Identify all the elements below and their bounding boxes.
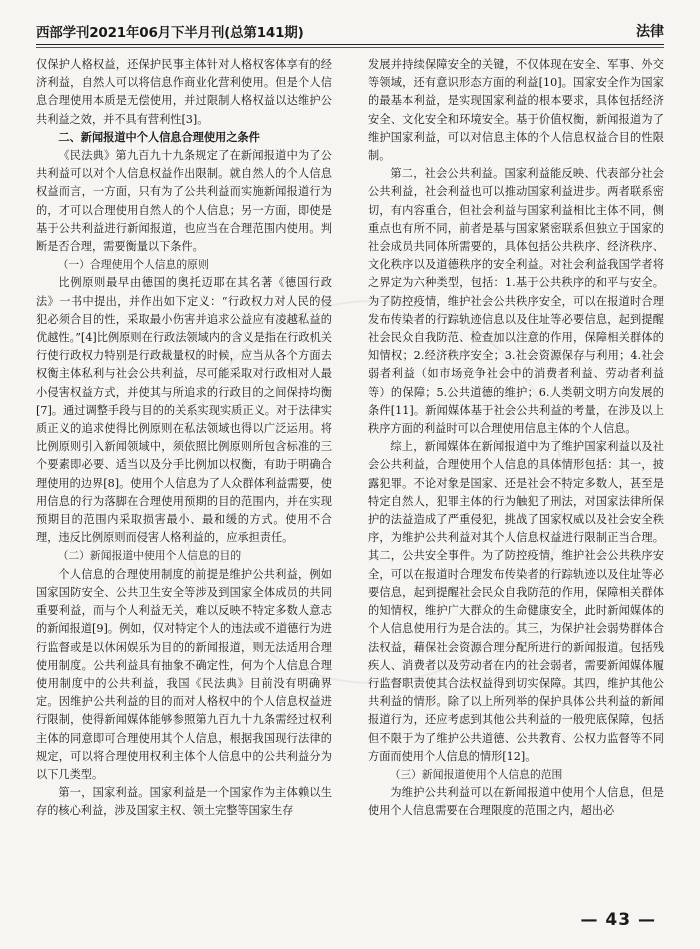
section-heading: 二、新闻报道中个人信息合理使用之条件 bbox=[58, 130, 260, 144]
right-column bbox=[368, 56, 664, 904]
paragraph: 为维护公共利益可以在新闻报道中使用个人信息，但是使用个人信息需要在合理限度的范围之内，超出必 bbox=[368, 786, 664, 818]
paragraph: 个人信息的合理使用制度的前提是维护公共利益，例如国家国防安全、公共卫生安全等涉及到国家全体成员的共同重要利益，而与个人利益无关，难以反映不特定多数人意志的新闻报道[9]。例如，仅对特定个人的违法或不道德行为进行监督或是以休闲娱乐为目的的新闻报道，则无法适用合理使用制度。公共利益具有抽象不确定性，何为个人信息合理使用制度中的公共利益，我国《民法典》目前没有明确界定。因维护公共利益的目的而对人格权中的个人信息权益进行限制，使得新闻媒体能够参照第九百九十九条需经过权利主体的同意即可合理使用其个人信息，根据我国现行法律的规定，可以将合理使用权利主体个人信息中的公共利益分为以下几类型。 bbox=[36, 567, 332, 781]
subsection-heading: （三）新闻报道使用个人信息的范围 bbox=[389, 767, 563, 781]
paragraph: 仅保护人格权益，还保护民事主体针对人格权客体享有的经济利益，自然人可以将信息作商业化营利使用。但是个人信息合理使用本质是无偿使用，并过限制人格权益以达维护公共利益之效，并不具有营利性[3]。 bbox=[36, 58, 332, 126]
paragraph: 综上，新闻媒体在新闻报道中为了维护国家利益以及社会公共利益，合理使用个人信息的具体情形包括：其一，披露犯罪。不论对象是国家、还是社会不特定多数人，甚至是特定自然人，犯罪主体的行为触犯了刑法，对国家法律所保护的法益造成了严重侵犯，挑战了国家权威以及社会安全秩序，为维护公共利益对其个人信息权益进行限制正当合理。其二，公共安全事件。为了防控疫情，维护社会公共秩序安全，可以在报道时合理发布传染者的行踪轨迹以及住址等必要信息，起到提醒社会民众自我防范的作用，保障相关群体的知情权，维护广大群众的生命健康安全，此时新闻媒体的个人信息使用行为是合法的。其三，为保护社会弱势群体合法权益，藉保社会资源合理分配所进行的新闻报道。包括残疾人、消费者以及劳动者在内的社会弱者，需要新闻媒体履行监督职责使其合法权益得到切实保障。其四，维护其他公共利益的情形。除了以上所列举的保护具体公共利益的新闻报道行为，还应考虑到其他公共利益的一般兜底保障，包括但不限于为了维护公共道德、公共教育、公权力监督等不同方面而使用个人信息的情形[12]。 bbox=[368, 440, 664, 763]
paragraph: 发展并持续保障安全的关键，不仅体现在安全、军事、外交等领域，还有意识形态方面的利益[10]。国家安全作为国家的最基本利益，是实现国家利益的根本要求，具体包括经济安全、文化安全和环境安全。基于价值权衡，新闻报道为了维护国家利益，可以对信息主体的个人信息权益合目的性限制。 bbox=[368, 58, 664, 163]
page-number: — 43 — bbox=[580, 910, 656, 930]
paragraph: 第一，国家利益。国家利益是一个国家作为主体赖以生存的核心利益，涉及国家主权、领土完整等国家生存 bbox=[36, 786, 332, 818]
left-column bbox=[36, 56, 332, 904]
header-rule bbox=[36, 47, 664, 48]
paragraph: 第二，社会公共利益。国家利益能反映、代表部分社会公共利益，社会利益也可以推动国家利益进步。两者联系密切，有内容重合，但社会利益与国家利益相比主体不同，侧重点也有所不同，前者是基与国家紧密联系但独立于国家的社会成员共同体所需要的，具体包括公共秩序、经济秩序、文化秩序以及道德秩序的安全利益。对社会利益我国学者将之界定为六种类型，包括：1.基于公共秩序的和平与安全。为了防控疫情，维护社会公共秩序安全，可以在报道时合理发布传染者的行踪轨迹信息以及住址等必要信息，起到提醒社会民众自我防范、检查加以注意的作用，保障相关群体的知情权；2.经济秩序安全；3.社会资源保存与利用；4.社会弱者利益（如市场竞争社会中的消费者利益、劳动者利益等）的保障；5.公共道德的维护；6.人类朝文明方向发展的条件[11]。新闻媒体基于社会公共利益的考量，在涉及以上秩序方面的利益时可以合理使用信息主体的个人信息。 bbox=[368, 167, 664, 436]
subsection-heading: （二）新闻报道中使用个人信息的目的 bbox=[57, 549, 242, 563]
paragraph: 比例原则最早由德国的奥托迈耶在其名著《德国行政法》一书中提出，并作出如下定义：“行政权力对人民的侵犯必须合目的性，采取最小伤害并追求公益应有凌越私益的优越性。”[4]比例原则在行政法领域内的含义是指在行政机关行使行政权力特别是行政裁量权的时候，应当从各个方面去权衡主体私利与社会公共利益，尽可能采取对行政相对人最小侵害权益方式，并使其与所追求的行政目的之间保持均衡[7]。通过调整手段与目的的关系实现实质正义。对于法律实质正义的追求使得比例原则在私法领域也得以广泛运用。将比例原则引入新闻领域中，须依照比例原则所包含标准的三个要素即必要、适当以及分手比例加以权衡，有助于明确合理使用的边界[8]。使用个人信息为了人众群体利益需要，使用信息的行为落脚在合理使用预期的目的范围内，并在实现预期目的范围内采取损害最小、最和缓的方式。使用不合理，违反比例原则而侵害人格利益的，应承担责任。 bbox=[36, 276, 332, 545]
subsection-heading: （一）合理使用个人信息的原则 bbox=[57, 258, 209, 272]
paragraph: 《民法典》第九百九十九条规定了在新闻报道中为了公共利益可以对个人信息权益作出限制。就自然人的个人信息权益而言，一方面，只有为了公共利益而实施新闻报道行为的，才可以合理使用自然人的个人信息；另一方面，即使是基于公共利益进行新闻报道，也应当在合理范围内使用。判断是否合理，需要衡量以下条件。 bbox=[36, 149, 332, 254]
section-label: 法律 bbox=[636, 24, 664, 40]
journal-title: 西部学刊2021年06月下半月刊(总第141期) bbox=[36, 25, 304, 41]
running-header bbox=[36, 20, 664, 45]
